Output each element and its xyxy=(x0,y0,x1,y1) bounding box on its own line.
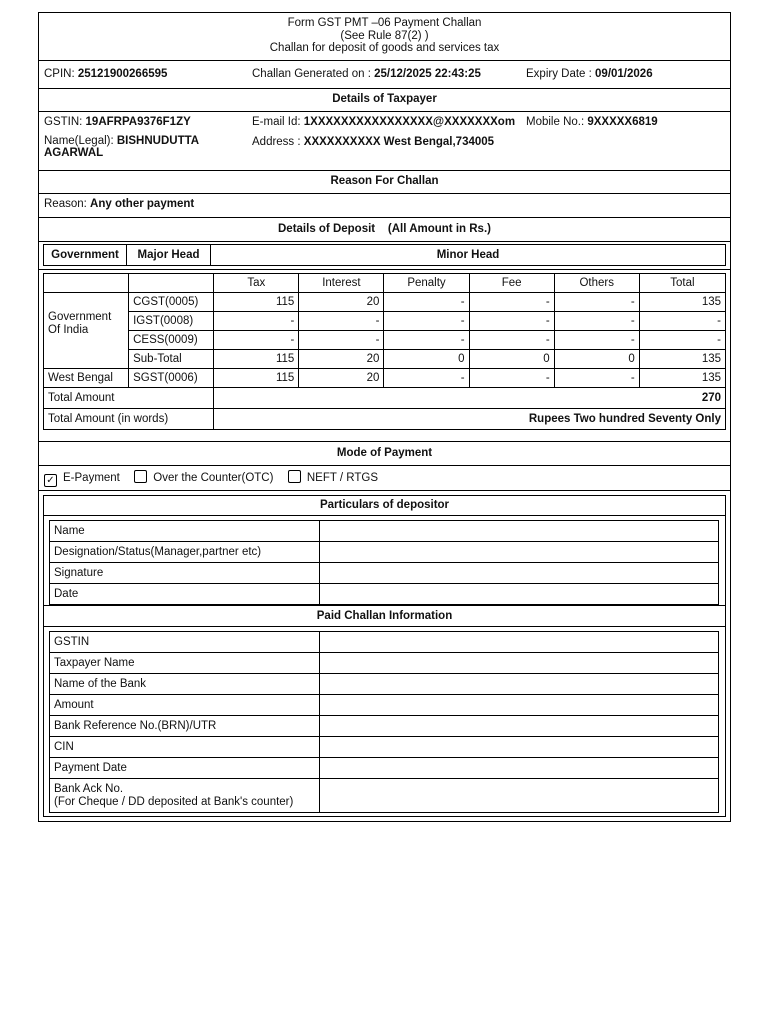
reason-label: Reason: xyxy=(44,198,91,210)
cell-value: 135 xyxy=(639,293,725,312)
paid-field-value xyxy=(320,695,719,716)
cell-value: 20 xyxy=(299,350,384,369)
cell-value: 135 xyxy=(639,350,725,369)
depositor-field-label: Date xyxy=(50,584,320,605)
state-name-cell: West Bengal xyxy=(44,369,129,388)
rule-reference: (See Rule 87(2) ) xyxy=(340,29,429,42)
expiry-value: 09/01/2026 xyxy=(595,68,653,80)
cell-value: - xyxy=(384,331,469,350)
gstin-info xyxy=(44,116,191,128)
total-amount-value: 270 xyxy=(214,388,726,409)
cell-value: - xyxy=(554,369,639,388)
row-head: SGST(0006) xyxy=(129,369,214,388)
divider xyxy=(39,490,730,491)
table-row xyxy=(44,369,726,388)
paid-field-label: Name of the Bank xyxy=(50,674,320,695)
divider xyxy=(39,241,730,242)
cpin-label: CPIN: xyxy=(44,68,78,80)
government-heading: Government xyxy=(44,245,127,266)
depositor-table xyxy=(49,520,719,605)
cell-value: 0 xyxy=(469,350,554,369)
legal-name-info xyxy=(44,136,199,159)
column-header: Fee xyxy=(469,274,554,293)
cell-value: 0 xyxy=(554,350,639,369)
mobile-info xyxy=(526,116,658,128)
address-label: Address : xyxy=(252,136,304,148)
payment-mode-options xyxy=(44,470,378,487)
cell-value: 20 xyxy=(299,293,384,312)
expiry-info xyxy=(526,68,653,80)
cell-value: - xyxy=(469,293,554,312)
table-row xyxy=(50,695,719,716)
expiry-label: Expiry Date : xyxy=(526,68,596,80)
minor-head-heading: Minor Head xyxy=(211,245,726,266)
column-header: Interest xyxy=(299,274,384,293)
cell-value: - xyxy=(554,312,639,331)
address-info xyxy=(252,136,494,148)
epayment-label: E-Payment xyxy=(63,472,120,484)
table-row xyxy=(50,674,719,695)
paid-field-label: GSTIN xyxy=(50,632,320,653)
cell-value: 115 xyxy=(214,350,299,369)
major-head-heading: Major Head xyxy=(127,245,211,266)
table-row xyxy=(50,737,719,758)
depositor-field-label: Designation/Status(Manager,partner etc) xyxy=(50,542,320,563)
table-row xyxy=(50,542,719,563)
cell-value: - xyxy=(639,312,725,331)
cell-value: 135 xyxy=(639,369,725,388)
address-value: XXXXXXXXXX West Bengal,734005 xyxy=(303,136,495,148)
cell-value: - xyxy=(384,293,469,312)
paid-field-label: CIN xyxy=(50,737,320,758)
table-row xyxy=(44,312,726,331)
depositor-field-label: Signature xyxy=(50,563,320,584)
email-value: 1XXXXXXXXXXXXXXXX@XXXXXXXom xyxy=(303,116,516,128)
epayment-checkbox[interactable]: ✓ xyxy=(44,474,57,487)
neft-checkbox[interactable] xyxy=(288,470,301,483)
table-row xyxy=(50,653,719,674)
mobile-label: Mobile No.: xyxy=(526,116,588,128)
bank-ack-label xyxy=(50,779,320,813)
name-line2: AGARWAL xyxy=(44,146,104,159)
depositor-section-title: Particulars of depositor xyxy=(319,499,450,511)
depositor-field-value xyxy=(320,542,719,563)
government-of-india-cell: Government Of India xyxy=(44,293,129,369)
total-amount-row xyxy=(44,388,726,409)
payment-mode-section-title: Mode of Payment xyxy=(336,447,433,459)
depositor-field-value xyxy=(320,584,719,605)
paid-field-label: Bank Reference No.(BRN)/UTR xyxy=(50,716,320,737)
divider xyxy=(39,465,730,466)
cell-value: 115 xyxy=(214,293,299,312)
table-row xyxy=(50,779,719,813)
challan-form xyxy=(38,12,731,822)
paid-field-label: Payment Date xyxy=(50,758,320,779)
divider xyxy=(39,441,730,442)
table-row xyxy=(50,758,719,779)
neft-label: NEFT / RTGS xyxy=(306,472,378,484)
cell-value: 115 xyxy=(214,369,299,388)
table-row xyxy=(50,584,719,605)
cell-value: - xyxy=(214,331,299,350)
divider xyxy=(39,217,730,218)
paid-field-value xyxy=(320,716,719,737)
paid-field-value xyxy=(320,758,719,779)
total-words-row xyxy=(44,409,726,430)
divider xyxy=(43,605,726,606)
depositor-field-value xyxy=(320,521,719,542)
gstin-label: GSTIN: xyxy=(44,116,86,128)
name-label: Name(Legal): xyxy=(44,135,117,147)
divider xyxy=(39,111,730,112)
cell-value: - xyxy=(469,331,554,350)
otc-label: Over the Counter(OTC) xyxy=(153,472,274,484)
email-label: E-mail Id: xyxy=(252,116,304,128)
column-header: Others xyxy=(554,274,639,293)
total-amount-label: Total Amount xyxy=(44,388,214,409)
gstin-value: 19AFRPA9376F1ZY xyxy=(85,116,191,128)
divider xyxy=(39,88,730,89)
paid-field-label: Amount xyxy=(50,695,320,716)
divider xyxy=(39,193,730,194)
table-row xyxy=(50,563,719,584)
generated-label: Challan Generated on : xyxy=(252,68,375,80)
paid-field-value xyxy=(320,632,719,653)
cell-value: 0 xyxy=(384,350,469,369)
table-row xyxy=(50,632,719,653)
generated-info xyxy=(252,68,481,80)
taxpayer-section-title: Details of Taxpayer xyxy=(332,93,437,105)
reason-value: Any other payment xyxy=(90,198,195,210)
deposit-section-title: Details of Deposit (All Amount in Rs.) xyxy=(278,223,491,235)
divider xyxy=(43,515,726,516)
mobile-value: 9XXXXX6819 xyxy=(587,116,658,128)
form-title: Form GST PMT –06 Payment Challan xyxy=(287,17,482,29)
paid-table xyxy=(49,631,719,813)
paid-field-value xyxy=(320,674,719,695)
reason-section-title: Reason For Challan xyxy=(330,175,439,187)
cell-value: 20 xyxy=(299,369,384,388)
deposit-head-table xyxy=(43,244,726,266)
row-head: Sub-Total xyxy=(129,350,214,369)
divider xyxy=(39,269,730,270)
bank-ack-line1: Bank Ack No. xyxy=(54,782,124,795)
cell-value: - xyxy=(384,369,469,388)
total-words-label: Total Amount (in words) xyxy=(44,409,214,430)
cell-value: - xyxy=(469,369,554,388)
paid-field-label: Taxpayer Name xyxy=(50,653,320,674)
cell-value: - xyxy=(214,312,299,331)
row-head: CGST(0005) xyxy=(129,293,214,312)
table-row xyxy=(50,521,719,542)
challan-header xyxy=(39,17,730,55)
cell-value: - xyxy=(639,331,725,350)
cell-value: - xyxy=(384,312,469,331)
deposit-table xyxy=(43,273,726,430)
cell-value: - xyxy=(554,293,639,312)
cpin-info xyxy=(44,68,167,80)
depositor-field-value xyxy=(320,563,719,584)
table-row xyxy=(44,331,726,350)
name-line1: BISHNUDUTTA xyxy=(116,135,200,147)
reason-info xyxy=(44,198,194,210)
row-head: CESS(0009) xyxy=(129,331,214,350)
email-info xyxy=(252,116,515,128)
otc-checkbox[interactable] xyxy=(134,470,147,483)
table-row xyxy=(44,293,726,312)
paid-section-title: Paid Challan Information xyxy=(316,610,453,622)
depositor-field-label: Name xyxy=(50,521,320,542)
table-row xyxy=(50,716,719,737)
paid-field-value xyxy=(320,779,719,813)
column-header: Penalty xyxy=(384,274,469,293)
column-header: Total xyxy=(639,274,725,293)
total-words-value: Rupees Two hundred Seventy Only xyxy=(214,409,726,430)
bank-ack-line2: (For Cheque / DD deposited at Bank's counter) xyxy=(54,795,294,808)
cell-value: - xyxy=(469,312,554,331)
paid-field-value xyxy=(320,737,719,758)
paid-field-value xyxy=(320,653,719,674)
cell-value: - xyxy=(554,331,639,350)
deposit-column-headers xyxy=(44,274,726,293)
table-row xyxy=(44,350,726,369)
cell-value: - xyxy=(299,331,384,350)
column-header: Tax xyxy=(214,274,299,293)
row-head: IGST(0008) xyxy=(129,312,214,331)
divider xyxy=(39,170,730,171)
cell-value: - xyxy=(299,312,384,331)
divider xyxy=(43,626,726,627)
cpin-value: 25121900266595 xyxy=(77,68,168,80)
form-subtitle: Challan for deposit of goods and services tax xyxy=(269,42,500,54)
generated-value: 25/12/2025 22:43:25 xyxy=(374,68,481,80)
divider xyxy=(39,60,730,61)
